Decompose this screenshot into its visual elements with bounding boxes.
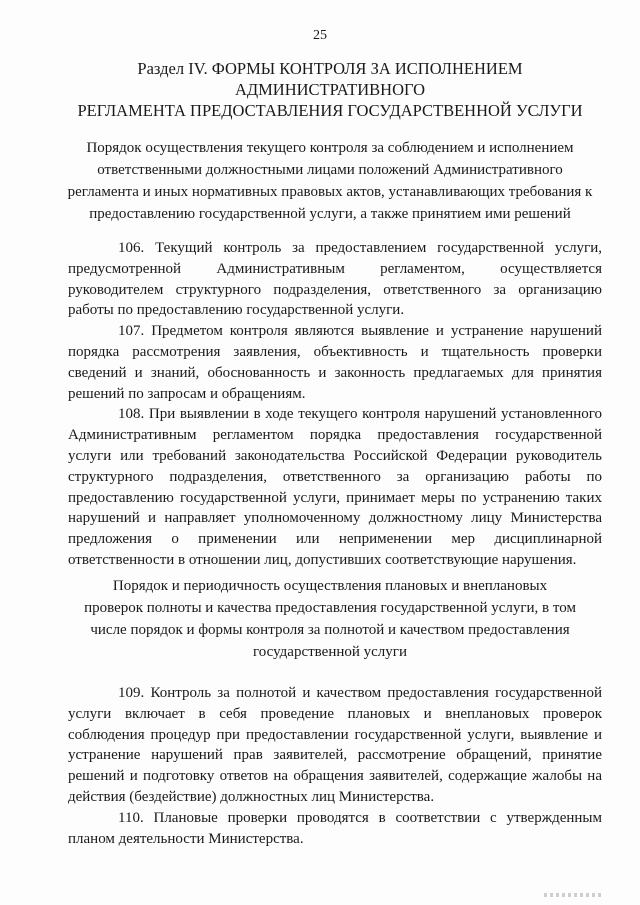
subheading-line: регламента и иных нормативных правовых актов, устанавливающих требования к bbox=[67, 184, 593, 200]
paragraph-line: 108. При выявлении в ходе текущего контроля нарушений установленного bbox=[118, 406, 602, 423]
paragraph-line: 106. Текущий контроль за предоставлением государственной услуги, bbox=[118, 240, 602, 256]
subheading-inspections bbox=[60, 575, 600, 663]
paragraph-line: предложения о применении или неприменении мер дисциплинарной bbox=[68, 531, 602, 548]
paragraph-line: 110. Плановые проверки проводятся в соответствии с утвержденным bbox=[118, 809, 602, 826]
paragraph-line: работы по предоставлению государственной услуги. bbox=[68, 302, 405, 319]
paragraph-line: действия (бездействие) должностных лиц Министерства. bbox=[68, 788, 435, 805]
subheading-line: ответственными должностными лицами положений Административного bbox=[97, 162, 563, 178]
paragraphs-109-110 bbox=[68, 683, 602, 849]
paragraph-line: предоставлению государственной услуги, принимает меры по устранению таких bbox=[68, 489, 602, 506]
subheading-line: Порядок осуществления текущего контроля за соблюдением и исполнением bbox=[86, 140, 574, 156]
paragraph-line: устранение нарушений прав заявителей, рассмотрение обращений, принятие bbox=[68, 747, 602, 764]
section-title-line: АДМИНИСТРАТИВНОГО bbox=[234, 80, 426, 99]
page-number: 25 bbox=[313, 28, 327, 43]
paragraph-line: услуги включает в себя проведение плановых и внеплановых проверок bbox=[68, 705, 602, 722]
subheading-line: государственной услуги bbox=[253, 644, 407, 660]
scan-edge-mark bbox=[544, 893, 604, 897]
paragraph-line: решений и подготовку ответов на обращения заявителей, содержащие жалобы на bbox=[68, 768, 602, 785]
paragraph-line: планом деятельности Министерства. bbox=[68, 830, 304, 847]
subheading-line: предоставлению государственной услуги, а также принятием ими решений bbox=[89, 206, 571, 222]
section-title-line: РЕГЛАМЕНТА ПРЕДОСТАВЛЕНИЯ ГОСУДАРСТВЕННОЙ УСЛУГИ bbox=[77, 101, 583, 120]
subheading-line: Порядок и периодичность осуществления плановых и внеплановых bbox=[112, 578, 548, 594]
section-title bbox=[60, 58, 600, 121]
paragraph-line: решений по запросам и обращениям. bbox=[68, 385, 306, 402]
paragraph-line: порядка рассмотрения заявления, объективность и тщательность проверки bbox=[68, 343, 602, 360]
paragraph-line: 107. Предметом контроля являются выявление и устранение нарушений bbox=[118, 323, 602, 340]
paragraph-line: 109. Контроль за полнотой и качеством предоставления государственной bbox=[118, 685, 602, 701]
paragraph-line: руководителем структурного подразделения, ответственного за организацию bbox=[68, 281, 602, 298]
subheading-current-control bbox=[60, 137, 600, 225]
paragraph-line: ответственности в отношении лиц, допустивших соответствующие нарушения. bbox=[68, 551, 577, 568]
paragraph-line: структурного подразделения, ответственного за организацию работы по bbox=[68, 468, 602, 485]
paragraph-line: сведений и знаний, обоснованность и законность предлагаемых для принятия bbox=[68, 364, 602, 381]
subheading-line: числе порядок и формы контроля за полнотой и качеством предоставления bbox=[90, 622, 570, 638]
paragraph-line: предусмотренной Административным регламентом, осуществляется bbox=[68, 260, 602, 277]
paragraph-line: Административным регламентом порядка предоставления государственной bbox=[68, 427, 602, 444]
section-title-line: Раздел IV. ФОРМЫ КОНТРОЛЯ ЗА ИСПОЛНЕНИЕМ bbox=[137, 59, 523, 78]
paragraph-line: нарушений и направляет уполномоченному должностному лицу Министерства bbox=[68, 510, 602, 527]
subheading-line: проверок полноты и качества предоставления государственной услуги, в том bbox=[84, 600, 576, 616]
paragraph-line: услуги или требований законодательства Российской Федерации руководитель bbox=[68, 447, 602, 464]
paragraph-line: соблюдения процедур при предоставлении государственной услуги, выявление и bbox=[68, 726, 602, 743]
paragraphs-106-108 bbox=[68, 238, 602, 571]
